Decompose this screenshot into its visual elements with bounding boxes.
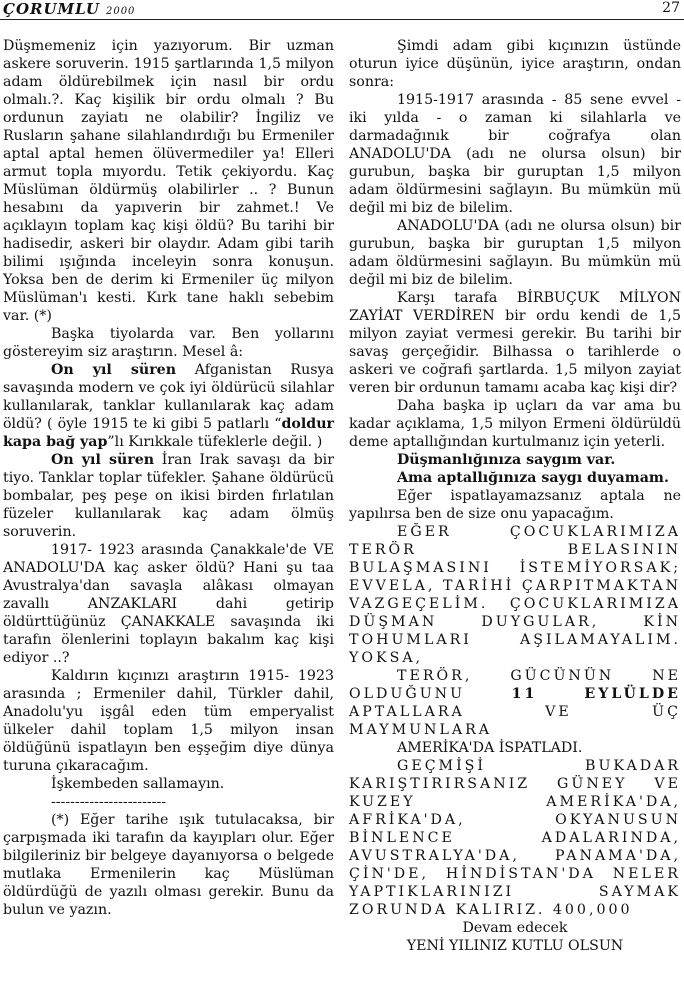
caps-line: AMERİKA'DA İSPATLADI.: [397, 740, 583, 756]
page-number: 27: [662, 0, 680, 16]
caps-paragraph: TERÖR, GÜCÜNÜN NE OLDUĞUNU 11 EYLÜLDE APTALLARA VE ÜÇ MAYMUNLARA: [349, 668, 681, 738]
right-column: [349, 37, 681, 955]
footnote: (*) Eğer tarihe ışık tutulacaksa, bir çarpışmada iki tarafın da kayıpları olur. Eğer bilgileriniz bir belgeye dayanıyorsa o belgede mutlaka Ermenilerin kaç Müslüman öldürdüğü de yazılı olması gerekir. Bunu da bulun ve yazın.: [3, 812, 334, 918]
paragraph: Karşı tarafa BİRBUÇUK MİLYON ZAYİAT VERDİREN bir ordu kendi de 1,5 milyon zayiat vermesi gerekir. Bu tarihi bir savaş gerçeğidir. Bilhassa o tarihlerde o askeri ve coğrafi şartlarda. 1,5 milyon zayiat veren bir ordunun tamamı acaba kaç kişi dir?: [349, 290, 681, 396]
paragraph: On yıl süren Afganistan Rusya savaşında modern ve çok iyi öldürücü silahlar kullanılarak, tanklar kullanılarak kaç adam öldü? ( öyle 1915 te ki gibi 5 patlarlı “doldur kapa bağ yap”lı Kırıkkale tüfeklerle değil. ): [3, 362, 334, 450]
left-column: [3, 37, 334, 919]
caps-paragraph: GEÇMİŞİ BUKADAR KARIŞTIRIRSANIZ GÜNEY VE KUZEY AMERİKA'DA, AFRİKA'DA, OKYANUSUN BİNLENCE ADALARINDA, AVUSTRALYA'DA, PANAMA'DA, ÇİN'DE, HİNDİSTAN'DA NELER YAPTIKLARINIZI SAYMAK ZORUNDA KALIRIZ. 400,000: [349, 758, 681, 918]
bold-line: Düşmanlığınıza saygım var.: [397, 452, 616, 468]
paragraph: Başka tiyolarda var. Ben yollarını göstereyim siz araştırın. Mesel â:: [3, 326, 334, 360]
paragraph: 1915-1917 arasında - 85 sene evvel - iki yılda - o zaman ki silahlarla ve darmadağınık bir coğrafya olan ANADOLU'DA (adı ne olursa olsun) bir gurubun, başka bir guruptan 1,5 milyon adam öldürmesini sağlayın. Bu mümkün mü değil mi biz de bilelim.: [349, 92, 681, 216]
paragraph: Düşmemeniz için yazıyorum. Bir uzman askere soruverin. 1915 şartlarında 1,5 milyon adam öldürebilmek için nasıl bir ordu olmalı.?. Kaç kişilik bir ordu olmalı ? Bu ordunun zayiatı ne olabilir? İngiliz ve Rusların şahane silahlandırdığı bu Ermeniler aptal aptal hemen ölüvermediler ya! Elleri armut topla mıyordu. Tetik çekiyordu. Kaç Müslüman öldürmüş olabilirler .. ? Bunun hesabını da yapıverin bir zahmet.! Ve açıklayın toplam kaç kişi öldü? Bu tarihi bir hadisedir, askeri bir olaydır. Adam gibi tarih bilimi ışığında inceleyin sonra konuşun. Yoksa ben de derim ki Ermeniler üç milyon Müslüman'ı kesti. Kırk tane haklı sebebim var. (*): [3, 38, 334, 324]
new-year-greeting: YENİ YILINIZ KUTLU OLSUN: [406, 938, 624, 954]
header-rule: [0, 19, 684, 20]
caps-paragraph: EĞER ÇOCUKLARIMIZA TERÖR BELASININ BULAŞMASINI İSTEMİYORSAK; EVVELA, TARİHİ ÇARPITMAKTAN VAZGEÇELİM. ÇOCUKLARIMIZA DÜŞMAN DUYGULAR, KİN TOHUMLARI AŞILAMAYALIM. YOKSA,: [349, 524, 681, 666]
separator-line: ------------------------: [51, 794, 167, 810]
header-year: 2000: [105, 6, 136, 17]
paragraph: Daha başka ip uçları da var ama bu kadar açıklama, 1,5 milyon Ermeni öldürüldü deme aptallığından kurtulmanız için yeterli.: [349, 398, 681, 450]
paragraph: 1917- 1923 arasında Çanakkale'de VE ANADOLU'DA kaç asker öldü? Hani şu taa Avustralya'dan savaşla alâkası olmayan zavallı ANZAKLARI dahi getirip öldürttüğünüz ÇANAKKALE savaşında iki tarafın ölenlerini toplayın bakalım kaç kişi ediyor ..?: [3, 542, 334, 666]
to-be-continued: Devam edecek: [462, 920, 568, 936]
paragraph: İşkembeden sallamayın.: [51, 776, 225, 792]
bold-line: Ama aptallığınıza saygı duyamam.: [397, 470, 669, 486]
page-header: [0, 0, 684, 22]
paragraph: Kaldırın kıçınızı araştırın 1915- 1923 arasında ; Ermeniler dahil, Türkler dahil, Anadolu'yu işgâl eden tüm emperyalist ülkeler dahil toplam 1,5 milyon insan öldüğünü ispatlayın ben eşşeğim diye dünya turuna çıkaracağım.: [3, 668, 334, 774]
paragraph: On yıl süren İran Irak savaşı da bir tiyo. Tanklar toplar tüfekler. Şahane öldürücü bombalar, peş peşe on ikisi birden fırlatılan füzeler kullanılarak kaç adam ölmüş soruverin.: [3, 452, 334, 540]
paragraph: Şimdi adam gibi kıçınızın üstünde oturun iyice düşünün, iyice araştırın, ondan sonra:: [349, 38, 681, 90]
paragraph: Eğer ispatlayamazsanız aptala ne yapılırsa ben de size onu yapacağım.: [349, 488, 681, 522]
magazine-logo: ÇORUMLU 2000: [3, 0, 136, 18]
paragraph: ANADOLU'DA (adı ne olursa olsun) bir gurubun, başka bir guruptan 1,5 milyon adam öldürmesini sağlayın. Bu mümkün mü değil mi biz de bilelim.: [349, 218, 681, 288]
